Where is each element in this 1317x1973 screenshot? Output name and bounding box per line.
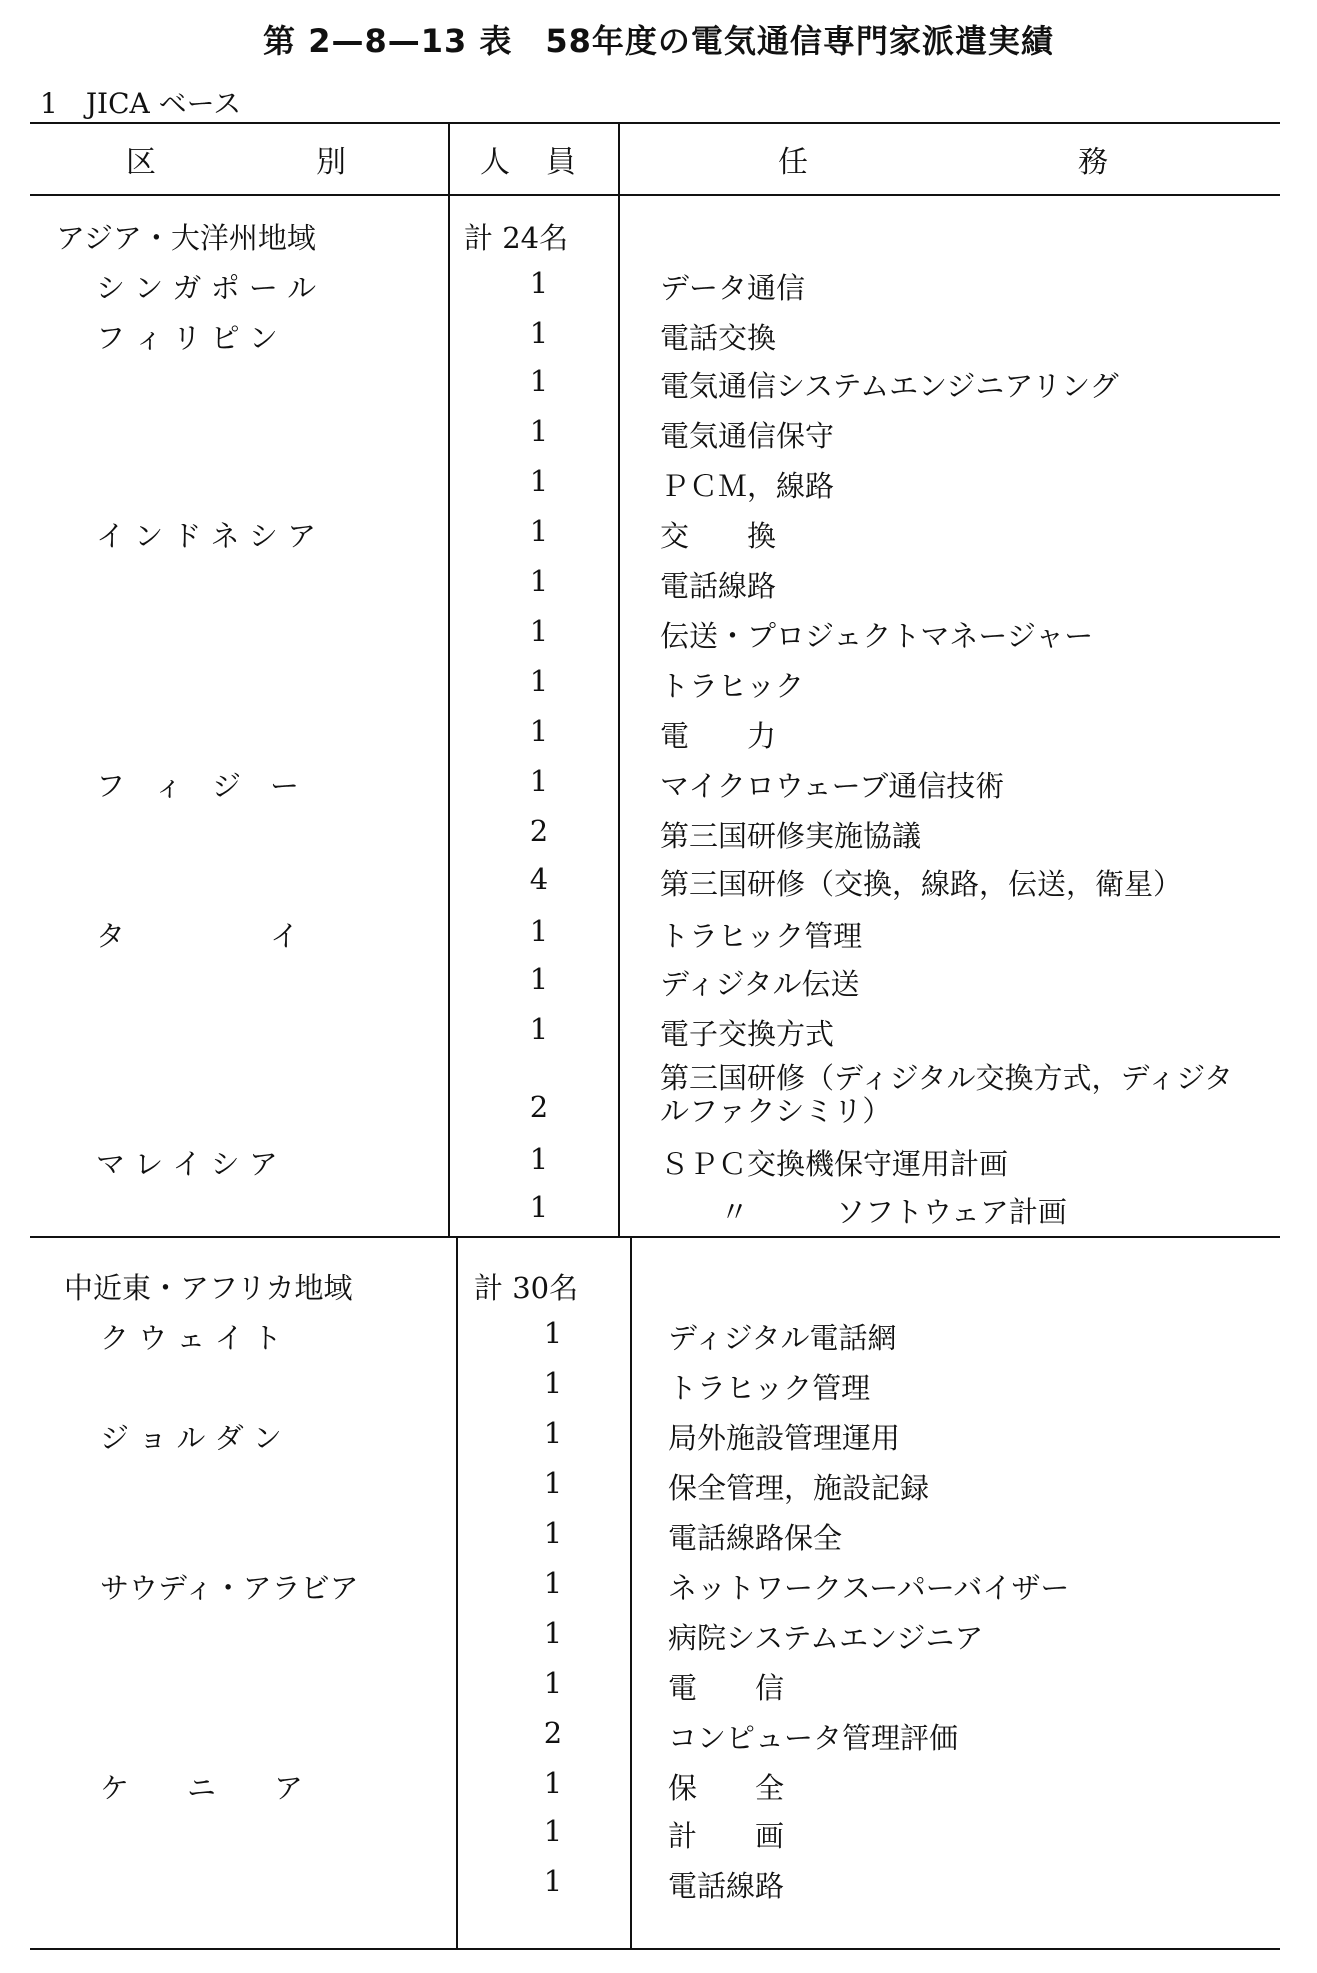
section-divider xyxy=(30,1236,1280,1238)
top-rule xyxy=(30,122,1280,124)
region-total: 計 30名 xyxy=(474,1271,579,1305)
header-duty: 任 務 xyxy=(778,145,1108,180)
header-category: 区 別 xyxy=(126,145,346,180)
region-total: 計 24名 xyxy=(464,221,569,255)
column-divider-1-lower xyxy=(456,1238,458,1948)
table-title: 第 2—8—13 表 58年度の電気通信専門家派遣実績 xyxy=(263,22,1054,60)
column-divider-1 xyxy=(448,124,450,1236)
bottom-rule xyxy=(30,1948,1280,1950)
header-staff: 人 員 xyxy=(480,145,576,180)
region-name: アジア・大洋州地域 xyxy=(56,221,316,255)
header-rule xyxy=(30,194,1280,196)
table-subtitle: 1 JICA ベース xyxy=(40,87,242,120)
region-name: 中近東・アフリカ地域 xyxy=(64,1271,353,1305)
